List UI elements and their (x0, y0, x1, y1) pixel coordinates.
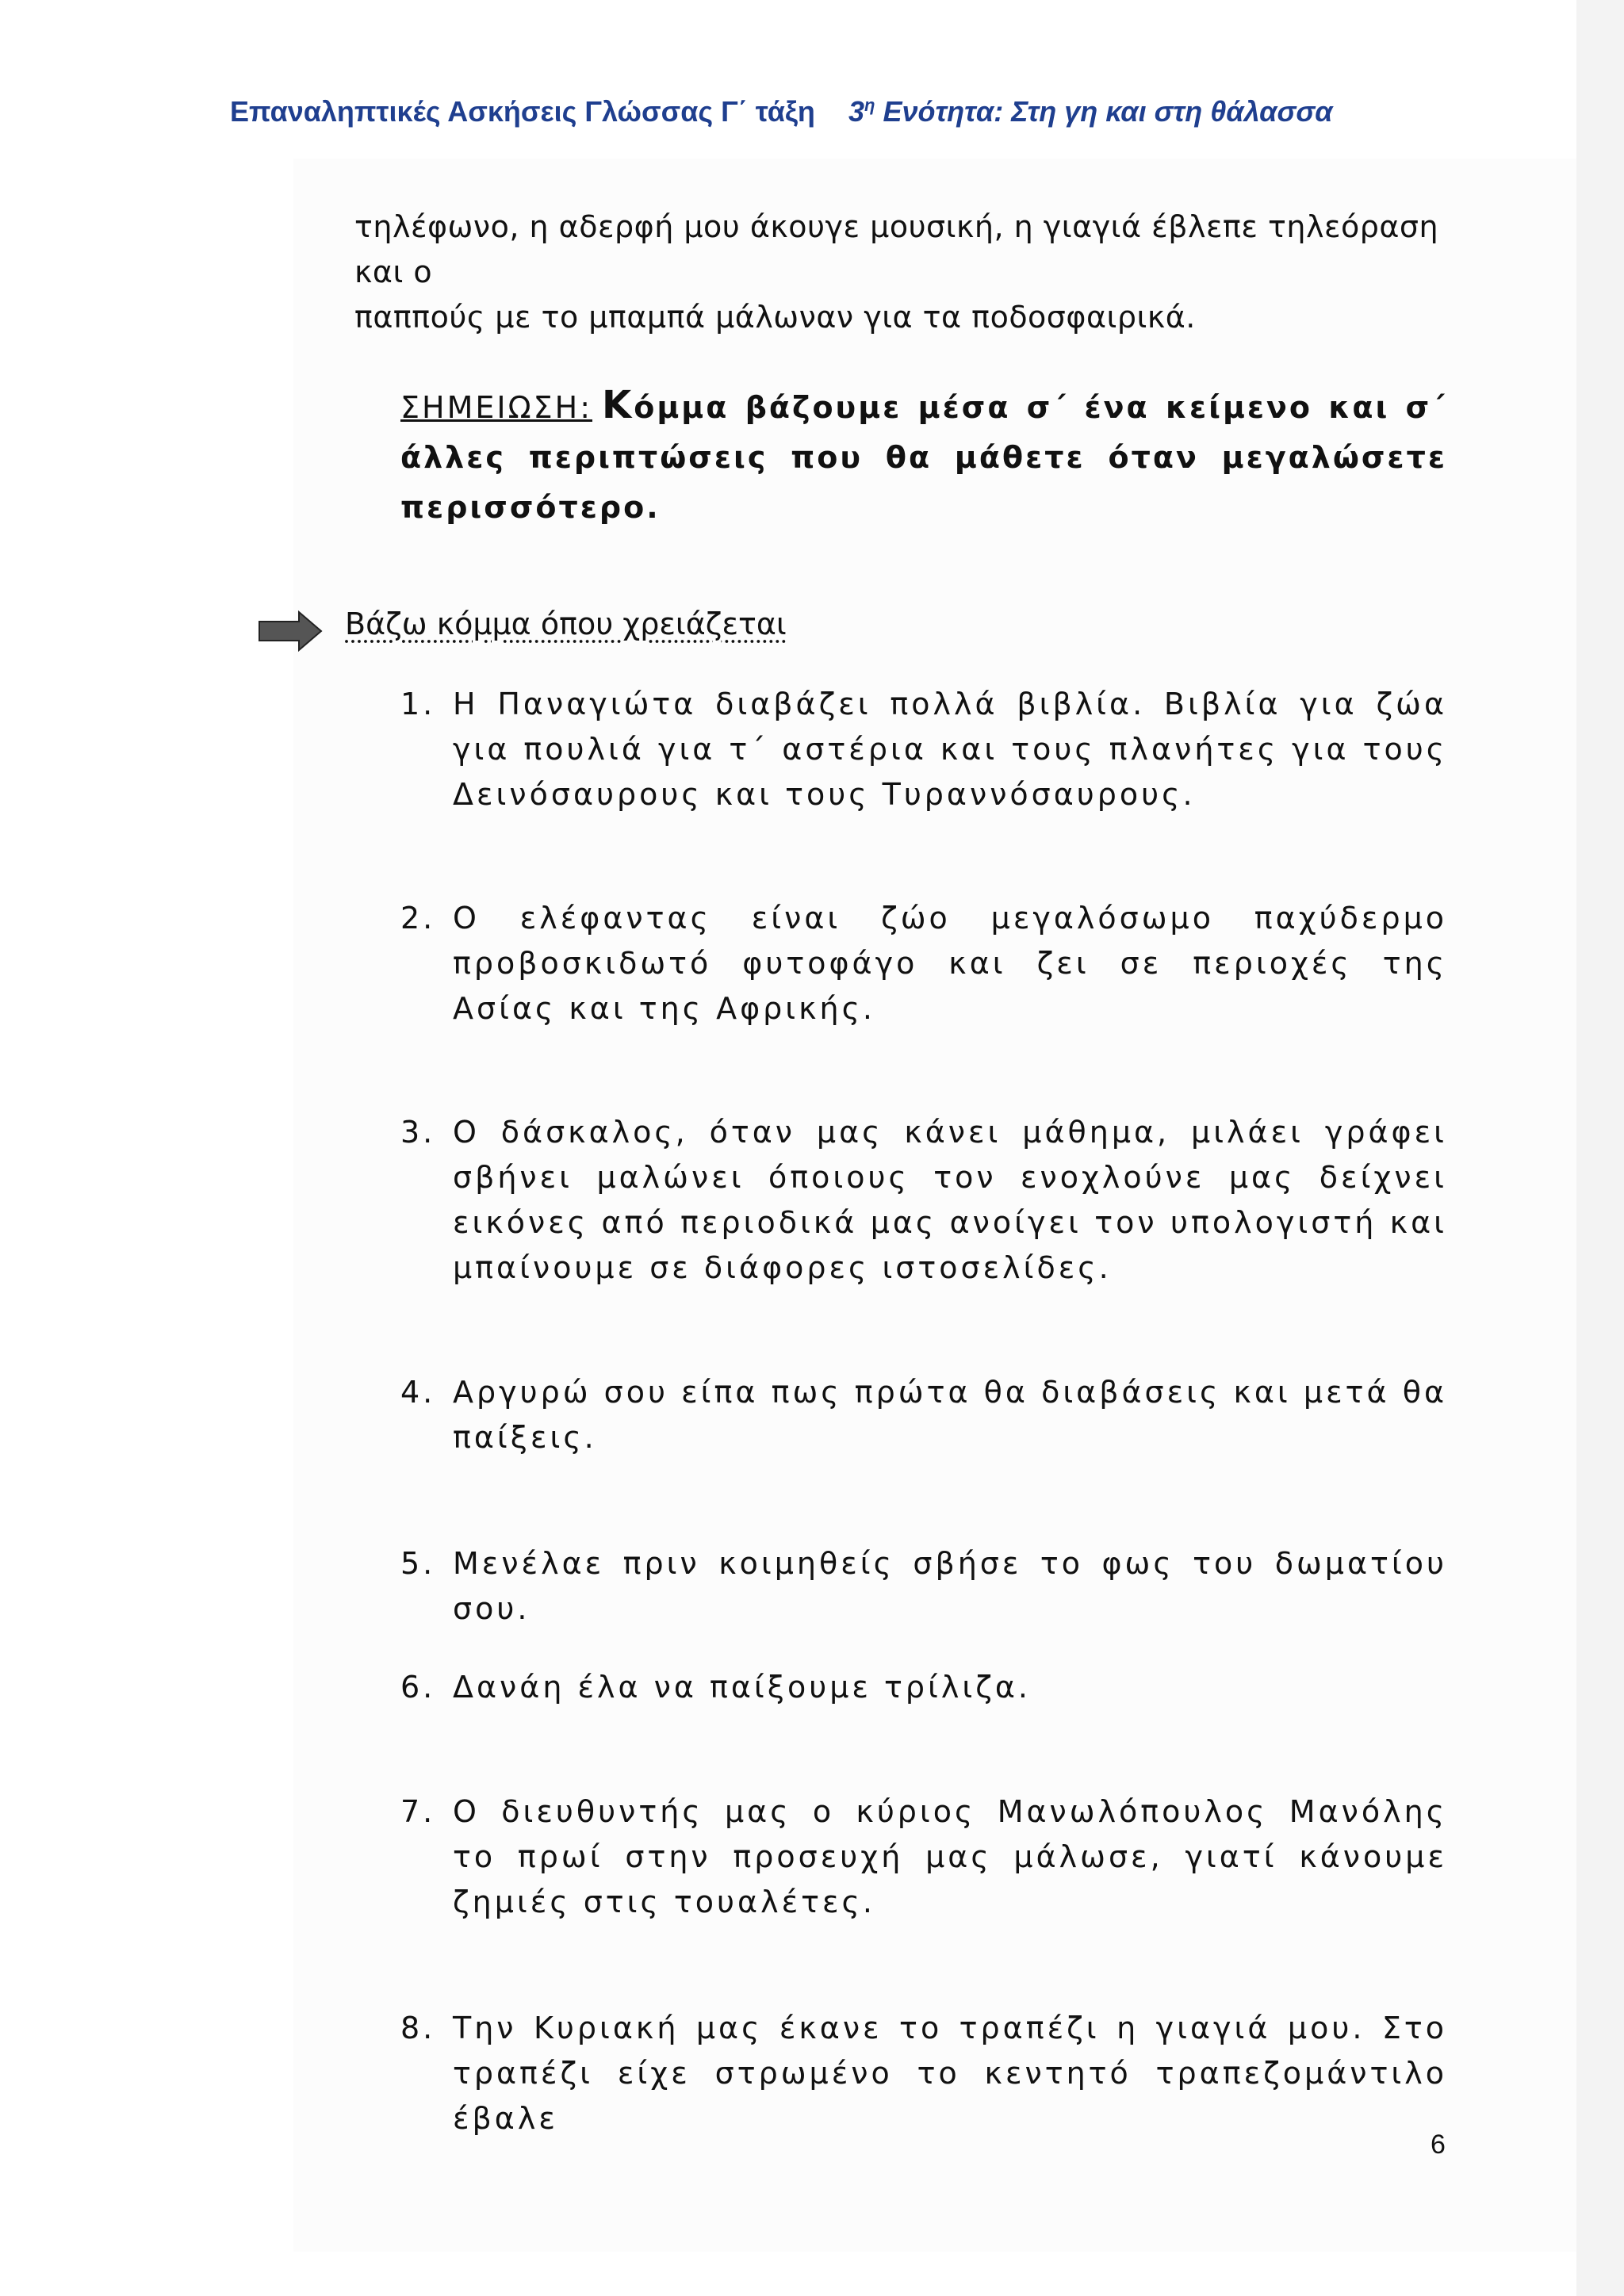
exercise-text: Ο δάσκαλος, όταν μας κάνει μάθημα, μιλάει γράφει σβήνει μαλώνει όποιους τον ενοχλούνε μας δείχνει εικόνες από περιοδικά μας ανοίγει τον υπολογιστή και μπαίνουμε σε διάφορες ιστοσελίδες. (453, 1115, 1447, 1285)
exercise-number: 6. (400, 1670, 436, 1705)
unit-number: 3 (848, 95, 864, 128)
unit-title: Ενότητα: Στη γη και στη θάλασσα (883, 95, 1333, 128)
exercise-text: Μενέλαε πριν κοιμηθείς σβήσε το φως του δωματίου σου. (453, 1546, 1447, 1626)
exercise-item (400, 1541, 1447, 1632)
page-number: 6 (1431, 2130, 1446, 2160)
exercise-number: 4. (400, 1375, 436, 1410)
unit-superscript: η (864, 95, 875, 115)
note-box (400, 381, 1447, 533)
exercise-item (400, 1370, 1447, 1460)
page-edge (1576, 0, 1624, 2296)
note-initial: Κ (602, 383, 634, 427)
exercise-item (400, 1789, 1447, 1925)
exercise-number: 8. (400, 2011, 436, 2045)
exercise-number: 5. (400, 1546, 436, 1581)
exercise-text: Την Κυριακή μας έκανε το τραπέζι η γιαγιά μου. Στο τραπέζι είχε στρωμένο το κεντητό τραπεζομάντιλο έβαλε (453, 2011, 1447, 2136)
note-text: όμμα βάζουμε μέσα σ΄ ένα κείμενο και σ΄ άλλες περιπτώσεις που θα μάθετε όταν μεγαλώσετε περισσότερο. (400, 390, 1447, 525)
intro-line: παππούς με το μπαμπά μάλωναν για τα ποδοσφαιρικά. (354, 300, 1196, 335)
exercise-item (400, 2006, 1447, 2141)
right-arrow-icon (258, 610, 323, 652)
page-header (230, 95, 1419, 128)
exercise-number: 3. (400, 1115, 436, 1150)
exercise-text: Αργυρώ σου είπα πως πρώτα θα διαβάσεις και μετά θα παίξεις. (453, 1375, 1447, 1455)
intro-line: τηλέφωνο, η αδερφή μου άκουγε μουσική, η γιαγιά έβλεπε τηλεόραση και ο (354, 209, 1439, 289)
exercise-text: Η Παναγιώτα διαβάζει πολλά βιβλία. Βιβλία για ζώα για πουλιά για τ΄ αστέρια και τους πλανήτες για τους Δεινόσαυρους και τους Τυραννόσαυρους. (453, 687, 1447, 812)
intro-paragraph (354, 205, 1449, 340)
exercise-number: 7. (400, 1794, 436, 1829)
header-subject: Επαναληπτικές Ασκήσεις Γλώσσας Γ΄ τάξη (230, 95, 815, 128)
exercise-text: Ο ελέφαντας είναι ζώο μεγαλόσωμο παχύδερμο προβοσκιδωτό φυτοφάγο και ζει σε περιοχές της Ασίας και της Αφρικής. (453, 901, 1447, 1026)
exercise-number: 2. (400, 901, 436, 936)
exercise-item (400, 1110, 1447, 1291)
exercise-item (400, 1665, 1447, 1710)
exercise-text: Ο διευθυντής μας ο κύριος Μανωλόπουλος Μανόλης το πρωί στην προσευχή μας μάλωσε, γιατί κάνουμε ζημιές στις τουαλέτες. (453, 1794, 1447, 1919)
instruction-text: Βάζω κόμμα όπου χρειάζεται (345, 607, 787, 641)
exercise-item (400, 682, 1447, 817)
header-unit (848, 95, 1333, 128)
note-label: ΣΗΜΕΙΩΣΗ: (400, 390, 593, 425)
exercise-item (400, 896, 1447, 1031)
exercise-text: Δανάη έλα να παίξουμε τρίλιζα. (453, 1670, 1032, 1705)
exercise-number: 1. (400, 687, 436, 721)
